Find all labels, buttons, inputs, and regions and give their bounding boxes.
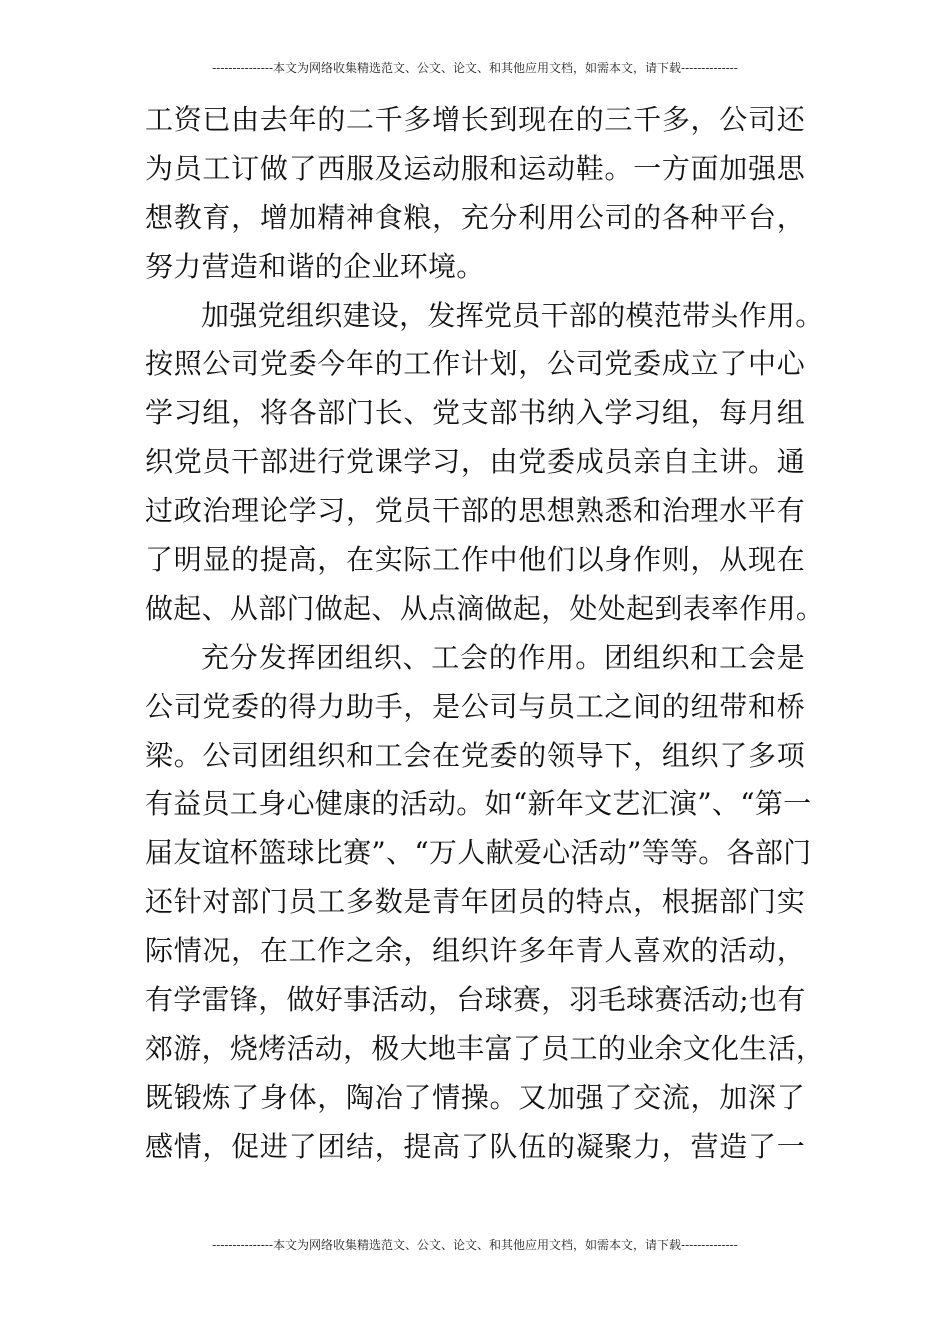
document-body	[145, 96, 825, 1172]
footer-banner: ---------------本文为网络收集精选范文、公文、论文、和其他应用文档，如需本文，请下载--------------	[212, 1238, 738, 1252]
body-line: 按照公司党委今年的工作计划，公司党委成立了中心	[145, 347, 805, 381]
body-line: 届友谊杯篮球比赛”、“万人献爱心活动”等等。各部门	[145, 836, 812, 870]
body-line: 际情况，在工作之余，组织许多年青人喜欢的活动，	[145, 934, 805, 968]
body-line: 了明显的提高，在实际工作中他们以身作则，从现在	[145, 543, 805, 577]
body-line: 梁。公司团组织和工会在党委的领导下，组织了多项	[145, 738, 805, 772]
body-line: 既锻炼了身体，陶冶了情操。又加强了交流，加深了	[145, 1080, 805, 1114]
body-line: 郊游，烧烤活动，极大地丰富了员工的业余文化生活，	[145, 1031, 825, 1065]
body-line: 公司党委的得力助手，是公司与员工之间的纽带和桥	[145, 689, 805, 723]
body-line: 有益员工身心健康的活动。如“新年文艺汇演”、“第一	[145, 787, 812, 821]
body-line: 努力营造和谐的企业环境。	[145, 249, 485, 283]
body-line: 学习组，将各部门长、党支部书纳入学习组，每月组	[145, 396, 805, 430]
header-banner: ---------------本文为网络收集精选范文、公文、论文、和其他应用文档，如需本文，请下载--------------	[212, 61, 738, 75]
body-line: 想教育，增加精神食粮，充分利用公司的各种平台，	[145, 200, 805, 234]
body-line: 过政治理论学习，党员干部的思想熟悉和治理水平有	[145, 494, 805, 528]
paragraph-first-line: 充分发挥团组织、工会的作用。团组织和工会是	[201, 640, 805, 674]
body-line: 有学雷锋，做好事活动，台球赛，羽毛球赛活动;也有	[145, 983, 806, 1017]
body-line: 做起、从部门做起、从点滴做起，处处起到表率作用。	[145, 591, 825, 625]
body-line: 织党员干部进行党课学习，由党委成员亲自主讲。通	[145, 445, 805, 479]
body-line: 感情，促进了团结，提高了队伍的凝聚力，营造了一	[145, 1129, 805, 1163]
body-line: 工资已由去年的二千多增长到现在的三千多，公司还	[145, 103, 805, 136]
paragraph-first-line: 加强党组织建设，发挥党员干部的模范带头作用。	[201, 298, 824, 332]
body-line: 为员工订做了西服及运动服和运动鞋。一方面加强思	[145, 151, 805, 185]
body-line: 还针对部门员工多数是青年团员的特点，根据部门实	[145, 885, 805, 919]
